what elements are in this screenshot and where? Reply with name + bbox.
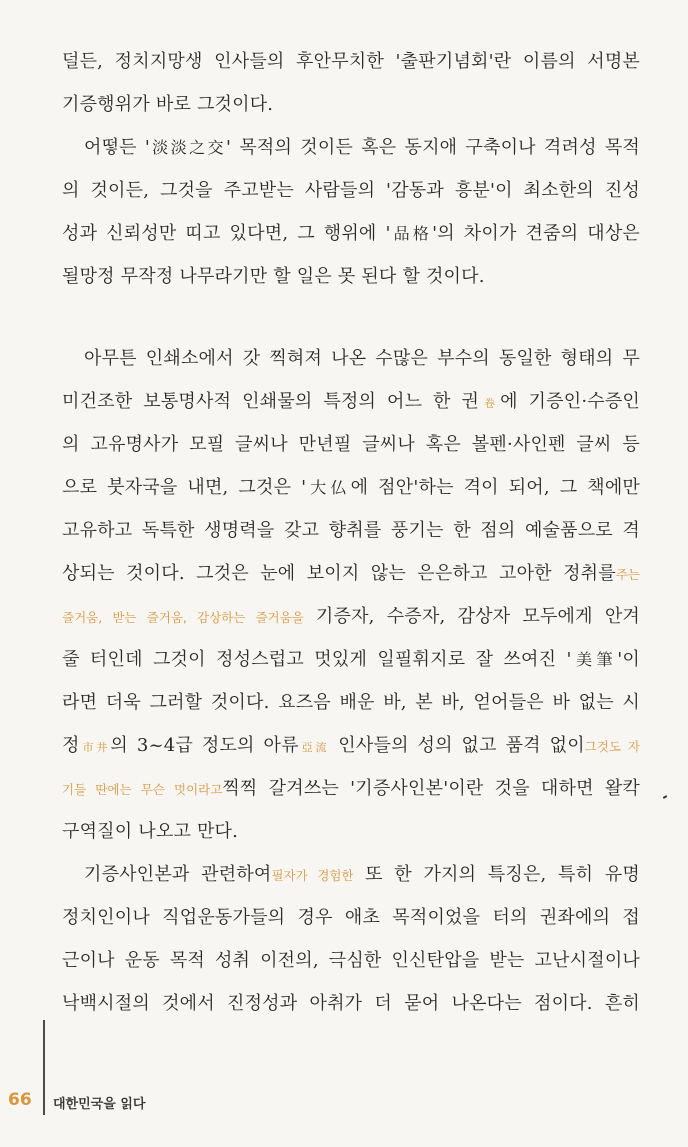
- text-run: 성과 신뢰성만 띠고 있다면, 그 행위에 ': [62, 223, 391, 244]
- text-line: [84, 347, 640, 371]
- text-run: 또 한 가지의 특징은, 특히 유명: [353, 864, 640, 885]
- text-run: 의 고유명사가 모필 글씨나 만년필 글씨나 혹은 볼펜·사인펜 글씨 등: [62, 434, 640, 455]
- hanja-run: 淡淡之交: [150, 138, 227, 157]
- annotation-note: 亞流: [298, 741, 330, 754]
- page-number: 66: [8, 1090, 32, 1110]
- text-run: 줄 터인데 그것이 정성스럽고 멋있게 일필휘지로 잘 쓰여진 ': [62, 649, 572, 670]
- text-run: 덜든, 정치지망생 인사들의 후안무치한 '출판기념회'란 이름의 서명본: [62, 51, 640, 72]
- text-run: 라면 더욱 그러할 것이다. 요즈음 배운 바, 본 바, 얻어들은 바 없는 시: [62, 692, 640, 713]
- text-run: 찍찍 갈겨쓰는 '기증사인본'이란 것을 대하면 왈칵: [222, 778, 640, 799]
- text-line: [62, 265, 640, 289]
- hanja-run: 品格: [390, 224, 433, 243]
- running-title: 대한민국을 읽다: [53, 1097, 146, 1112]
- text-line: [62, 433, 640, 457]
- text-line: [62, 949, 640, 973]
- text-line: [62, 992, 640, 1016]
- annotation-note: 그것도 자: [584, 739, 640, 754]
- annotation-note: 기들 딴에는 무슨 멋이라고: [62, 782, 223, 797]
- annotation-note: 주는: [615, 567, 640, 582]
- text-run: 정치인이나 직업운동가들의 경우 애초 목적이었을 터의 권좌에의 접: [62, 907, 640, 928]
- text-run: ' 목적의 것이든 혹은 동지애 구축이나 격려성 목적: [226, 137, 640, 158]
- text-run: '의 차이가 견줌의 대상은: [432, 223, 640, 244]
- hanja-run: 大仏: [306, 478, 351, 497]
- text-line: [84, 136, 640, 160]
- text-line: [62, 519, 640, 543]
- text-line: [62, 390, 640, 416]
- ink-mark: [663, 795, 667, 799]
- text-line: [62, 691, 640, 715]
- text-run: 낙백시절의 것에서 진정성과 아취가 더 묻어 나온다는 점이다. 흔히: [62, 993, 640, 1014]
- text-run: 정: [62, 735, 80, 756]
- text-line: [62, 222, 640, 246]
- text-line: [62, 476, 640, 500]
- text-run: 상되는 것이다. 그것은 눈에 보이지 않는 은은하고 고아한 정취를: [62, 563, 616, 584]
- text-line: [62, 734, 640, 760]
- text-run: 의 것이든, 그것을 주고받는 사람들의 '감동과 흥분'이 최소한의 진성: [62, 180, 640, 201]
- text-run: 기증자, 수증자, 감상자 모두에게 안겨: [303, 606, 640, 627]
- text-run: 될망정 무작정 나무라기만 할 일은 못 된다 할 것이다.: [62, 266, 485, 287]
- hanja-run: 美筆: [571, 650, 618, 669]
- text-run: 기증사인본과 관련하여: [84, 864, 272, 885]
- annotation-note: 市井: [79, 741, 111, 754]
- text-run: 기증행위가 바로 그것이다.: [62, 94, 274, 115]
- annotation-note: 즐거움, 받는 즐거움, 감상하는 즐거움을: [62, 610, 304, 625]
- text-run: 의 3~4급 정도의 아류: [110, 735, 299, 756]
- text-line: [62, 906, 640, 930]
- text-run: 에 기증인·수증인: [500, 391, 640, 412]
- text-run: 구역질이 나오고 만다.: [62, 821, 239, 842]
- text-run: 근이나 운동 목적 성취 이전의, 극심한 인신탄압을 받는 고난시절이나: [62, 950, 640, 971]
- text-run: 어떻든 ': [84, 137, 151, 158]
- text-line: [62, 93, 640, 117]
- text-line: [62, 179, 640, 203]
- text-line: [62, 648, 640, 672]
- text-run: 으로 붓자국을 내면, 그것은 ': [62, 477, 307, 498]
- annotation-note: 필자가 경험한: [271, 868, 354, 883]
- text-line: [84, 863, 640, 888]
- text-run: 미건조한 보통명사적 인쇄물의 특정의 어느 한 권: [62, 391, 480, 412]
- text-line: [62, 562, 640, 587]
- annotation-note: 卷: [479, 397, 501, 410]
- text-line: [62, 820, 640, 844]
- text-run: 에 점안'하는 격이 되어, 그 책에만: [350, 477, 640, 498]
- text-run: 인사들의 성의 없고 품격 없이: [329, 735, 585, 756]
- text-run: 고유하고 독특한 생명력을 갖고 향취를 풍기는 한 점의 예술품으로 격: [62, 520, 640, 541]
- text-line: [62, 50, 640, 74]
- text-run: '이: [617, 649, 640, 670]
- text-line: [62, 605, 640, 630]
- footer-divider: [43, 1020, 45, 1115]
- text-line: [62, 777, 640, 802]
- text-run: 아무튼 인쇄소에서 갓 찍혀져 나온 수많은 부수의 동일한 형태의 무: [84, 348, 640, 369]
